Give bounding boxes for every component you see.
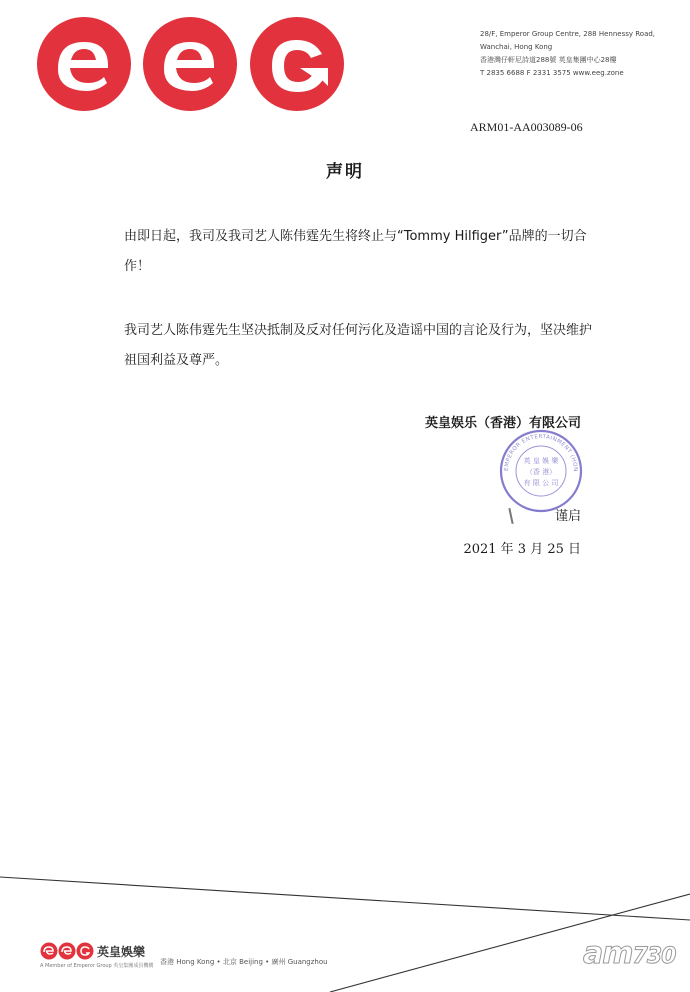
watermark-number: 730 — [632, 944, 676, 969]
footer-eeg-icon — [40, 942, 94, 960]
address-line: 28/F, Emperor Group Centre, 288 Hennessy Road, — [480, 30, 656, 38]
statement-paragraph: 我司艺人陈伟霆先生坚决抵制及反对任何污化及造谣中国的言论及行为，坚决维护祖国利益及尊严。 — [124, 323, 593, 368]
address-line: Wanchai, Hong Kong — [480, 43, 553, 51]
svg-text:（香 港）: （香 港） — [525, 468, 557, 476]
svg-text:有 限 公 司: 有 限 公 司 — [523, 479, 559, 487]
footer-brand-name: 英皇娛樂 — [97, 944, 146, 959]
footer-cities: 香港 Hong Kong • 北京 Beijing • 廣州 Guangzhou — [160, 958, 328, 966]
footer-member-line: A Member of Emperor Group 英皇集團成員機構 — [40, 963, 154, 969]
footer-logo — [40, 942, 145, 960]
reference-number: ARM01-AA003089-06 — [470, 120, 583, 134]
watermark-main: am — [583, 936, 633, 971]
document-title: 声明 — [326, 162, 364, 182]
address-line: 香港灣仔軒尼詩道288號 英皇集團中心28樓 — [480, 56, 617, 64]
am730-watermark — [583, 936, 675, 971]
statement-paragraph: 由即日起，我司及我司艺人陈伟霆先生将终止与“Tommy Hilfiger”品牌的一切合作！ — [124, 229, 587, 274]
company-name: 英皇娱乐（香港）有限公司 — [424, 416, 581, 431]
closing-text: 谨启 — [554, 509, 581, 524]
svg-text:英 皇 娛 樂: 英 皇 娛 樂 — [523, 457, 559, 465]
document-date: 2021 年 3 月 25 日 — [463, 542, 581, 557]
svg-text:EMPEROR ENTERTAINMENT (HONG KO: EMPEROR ENTERTAINMENT (HON — [503, 433, 579, 473]
address-line: T 2835 6688 F 2331 3575 www.eeg.zone — [480, 69, 624, 77]
